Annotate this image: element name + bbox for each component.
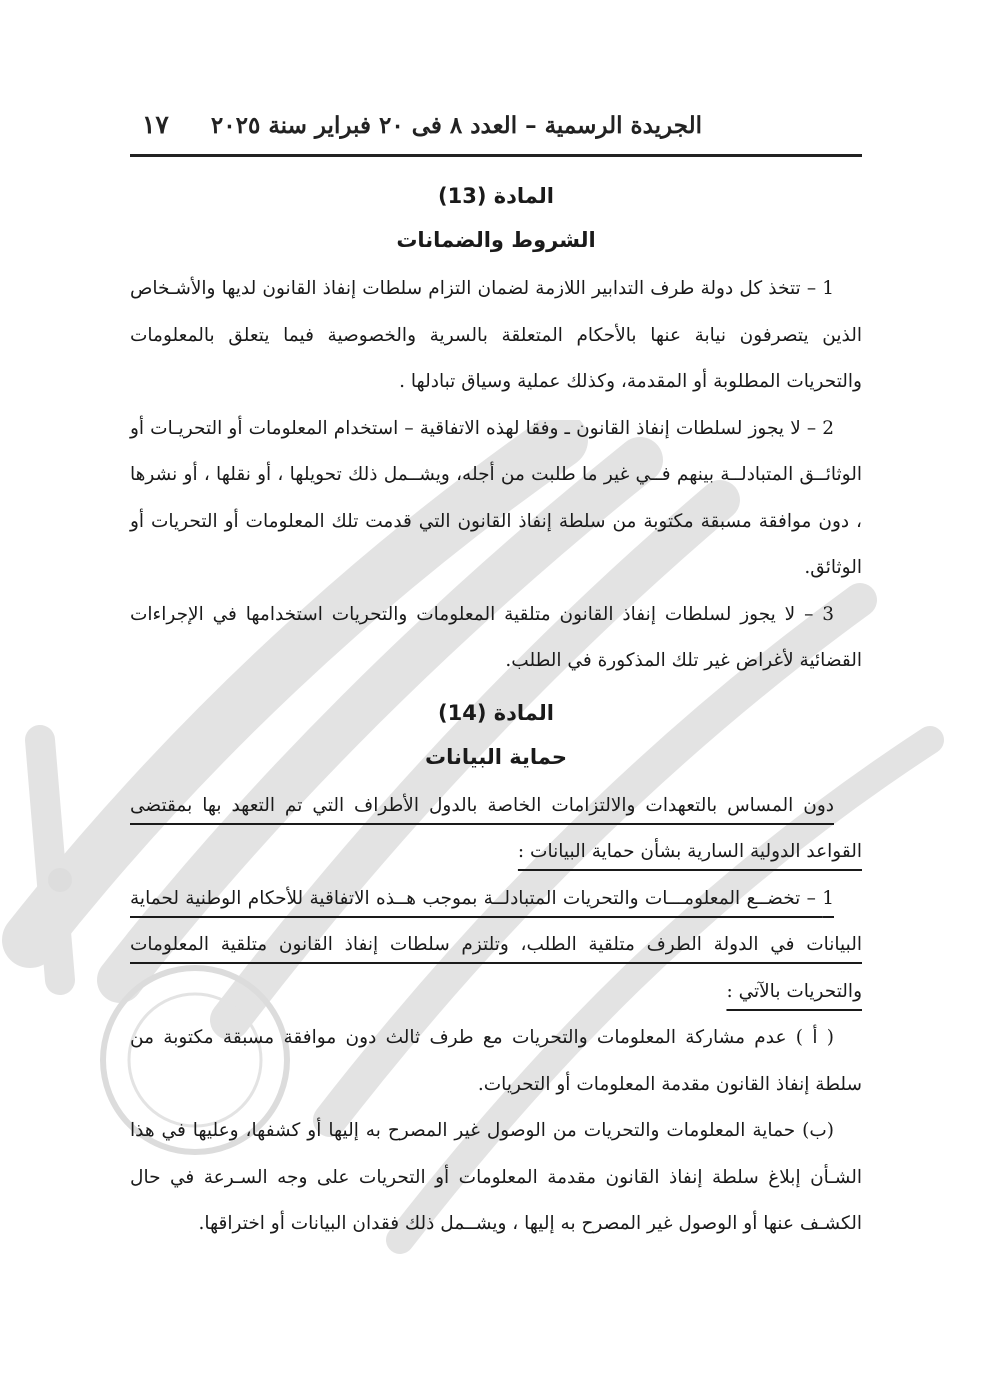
article-14-item-a: ( أ ) عدم مشاركة المعلومات والتحريات مع طرف ثالث دون موافقة مسبقة مكتوبة من سلطة إنفاذ القانون مقدمة المعلومات أو التحريات.	[130, 1027, 862, 1095]
article-14-preamble: دون المساس بالتعهدات والالتزامات الخاصة بالدول الأطراف التي تم التعهد بها بمقتضى القواعد الدولية السارية بشأن حماية البيانات :	[130, 794, 862, 862]
article-13-clause-3: 3 – لا يجوز لسلطات إنفاذ القانون متلقية المعلومات والتحريات استخدامها في الإجراءات القضائية لأغراض غير تلك المذكورة في الطلب.	[130, 603, 862, 671]
watermark-stroke	[40, 740, 60, 980]
page-content	[130, 168, 862, 1248]
article-14-item-b: (ب) حماية المعلومات والتحريات من الوصول غير المصرح به إليها أو كشفها، وعليها في هذا الشـأن إبلاغ سلطة إنفاذ القانون مقدمة المعلومات أو التحريات على وجه السـرعة في حال الكشـف عنها أو الوصول غير المصرح به إليها ، ويشــمل ذلك فقدان البيانات أو اختراقها.	[130, 1120, 862, 1234]
article-13-heading: المادة (13)	[438, 184, 554, 208]
article-14-clause-1: 1 – تخضــع المعلومـــات والتحريات المتبادلــة بموجب هــذه الاتفاقية للأحكام الوطنية لحماية البيانات في الدولة الطرف متلقية الطلب، وتلتزم سلطات إنفاذ القانون متلقية المعلومات والتحريات بالآتي :	[130, 887, 862, 1002]
gazette-title: الجريدة الرسمية – العدد ٨ فى ٢٠ فبراير سنة ٢٠٢٥	[210, 112, 702, 139]
page-header	[130, 108, 862, 152]
watermark-dot	[48, 868, 72, 892]
article-14-heading: المادة (14)	[438, 700, 554, 725]
article-13-subtitle: الشروط والضمانات	[396, 228, 596, 252]
article-13-clause-1: 1 – تتخذ كل دولة طرف التدابير اللازمة لضمان التزام سلطات إنفاذ القانون لديها والأشـخاص الذين يتصرفون نيابة عنها بالأحكام المتعلقة بالسرية والخصوصية فيما يتعلق بالمعلومات والتحريات المطلوبة أو المقدمة، وكذلك عملية وسياق تبادلها .	[130, 278, 862, 392]
article-14-subtitle: حماية البيانات	[424, 744, 568, 769]
article-13	[130, 174, 862, 685]
article-14	[130, 691, 862, 1248]
article-13-clause-2: 2 – لا يجوز لسلطات إنفاذ القانون ـ وفقا لهذه الاتفاقية – استخدام المعلومات أو التحريـات أو الوثائــق المتبادلــة بينهم فــي غير ما طلبت من أجله، ويشــمل ذلك تحويلها ، أو نقلها ، أو نشرها ، دون موافقة مسبقة مكتوبة من سلطة إنفاذ القانون التي قدمت تلك المعلومات أو التحريات أو الوثائق.	[130, 417, 862, 578]
header-rule	[130, 154, 862, 157]
page-number: ١٧	[142, 110, 169, 139]
